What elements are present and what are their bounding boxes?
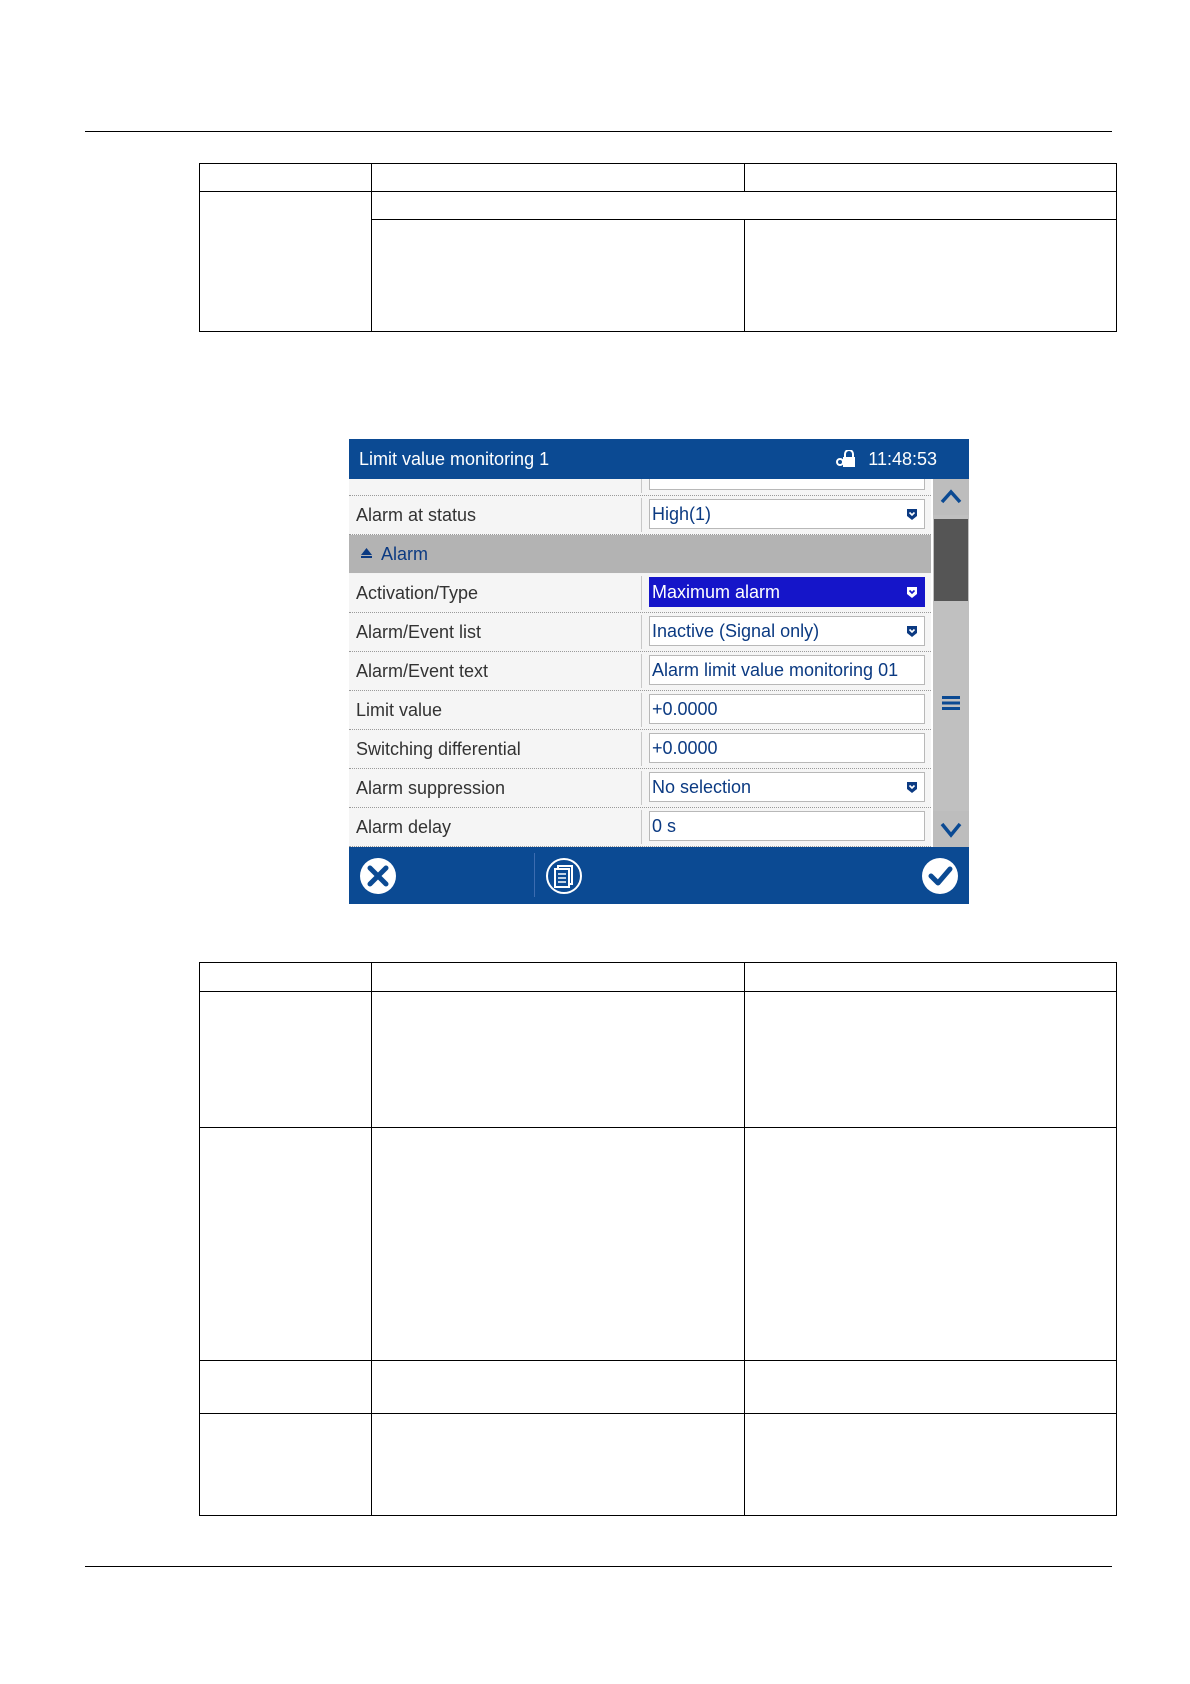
row-label: Activation/Type: [356, 583, 479, 603]
table-cell: [745, 1361, 1117, 1414]
value-text: No selection: [652, 777, 752, 797]
toolbar-divider: [534, 853, 535, 897]
title-bar: [349, 439, 969, 479]
section-header-alarm[interactable]: [349, 535, 931, 573]
row-label: Alarm delay: [356, 817, 452, 837]
table-cell: [372, 1361, 745, 1414]
row-label: Switching differential: [356, 739, 521, 759]
row-alarm-at-status[interactable]: [349, 496, 931, 535]
device-screen: [349, 439, 969, 904]
row-switching-differential[interactable]: [349, 730, 931, 769]
limit-value-input[interactable]: +0.0000: [649, 694, 925, 724]
alarm-at-status-select[interactable]: [649, 499, 925, 529]
separator: [641, 810, 642, 844]
row-alarm-event-list[interactable]: [349, 613, 931, 652]
table-cell: [200, 1128, 372, 1361]
table-cell: [200, 192, 372, 332]
table-cell: [745, 220, 1117, 332]
activation-type-select[interactable]: [649, 577, 925, 607]
separator: [641, 732, 642, 766]
row-alarm-suppression[interactable]: [349, 769, 931, 808]
dropdown-icon: [906, 625, 918, 638]
clock: 11:48:53: [868, 449, 937, 469]
collapse-icon: [360, 547, 373, 559]
separator: [641, 576, 642, 610]
table-cell: [745, 992, 1117, 1128]
bottom-toolbar: [349, 847, 969, 904]
table-cell: [200, 992, 372, 1128]
footer-rule: [85, 1566, 1112, 1567]
separator: [641, 615, 642, 649]
table-cell: [372, 1128, 745, 1361]
dropdown-icon: [906, 508, 918, 521]
row-alarm-event-text[interactable]: [349, 652, 931, 691]
table-cell: [372, 963, 745, 992]
table-cell: [745, 963, 1117, 992]
parameter-list: [349, 479, 931, 847]
row-limit-value[interactable]: [349, 691, 931, 730]
table-cell: [745, 1414, 1117, 1516]
document-button[interactable]: [545, 857, 583, 895]
separator: [641, 498, 642, 532]
scrollbar[interactable]: [933, 479, 969, 847]
table-cell: [372, 1414, 745, 1516]
table-cell: [200, 1414, 372, 1516]
row-label: Alarm/Event text: [356, 661, 489, 681]
table-cell: [200, 164, 372, 192]
section-label: Alarm: [381, 544, 429, 564]
table-cell: [200, 963, 372, 992]
cancel-button[interactable]: [359, 857, 397, 895]
alarm-delay-input[interactable]: 0 s: [649, 811, 925, 841]
row-label: Alarm at status: [356, 505, 477, 525]
scroll-thumb[interactable]: [934, 519, 968, 601]
table-cell: [745, 164, 1117, 192]
value-text: Maximum alarm: [652, 582, 781, 602]
dropdown-icon: [906, 781, 918, 794]
table-cell: [372, 992, 745, 1128]
row-label: Limit value: [356, 700, 443, 720]
row-label: Alarm/Event list: [356, 622, 482, 642]
table-cell: [372, 220, 745, 332]
alarm-event-text-input[interactable]: Alarm limit value monitoring 01: [649, 655, 925, 685]
dropdown-icon: [906, 586, 918, 599]
separator: [641, 771, 642, 805]
screen-title: Limit value monitoring 1: [359, 449, 550, 469]
value-text: High(1): [652, 504, 712, 524]
parameter-table-bottom: [199, 962, 1117, 1516]
table-cell: [372, 164, 745, 192]
switching-differential-input[interactable]: +0.0000: [649, 733, 925, 763]
row-label: Alarm suppression: [356, 778, 506, 798]
lock-icon: [836, 450, 856, 473]
value-field[interactable]: [649, 479, 925, 490]
confirm-button[interactable]: [921, 857, 959, 895]
separator: [641, 693, 642, 727]
alarm-suppression-select[interactable]: [649, 772, 925, 802]
separator: [641, 654, 642, 688]
alarm-event-list-select[interactable]: [649, 616, 925, 646]
row-alarm-delay[interactable]: [349, 808, 931, 847]
scroll-up-button[interactable]: [933, 479, 969, 515]
chevron-up-icon: [933, 479, 969, 515]
parameter-table-top: [199, 163, 1117, 332]
table-cell: [745, 1128, 1117, 1361]
scroll-down-button[interactable]: [933, 811, 969, 847]
row-activation-type[interactable]: [349, 574, 931, 613]
value-text: Inactive (Signal only): [652, 621, 820, 641]
menu-icon[interactable]: [942, 695, 960, 711]
list-item: [349, 479, 931, 496]
header-rule: [85, 131, 1112, 132]
chevron-down-icon: [933, 811, 969, 847]
separator: [641, 479, 642, 493]
table-cell: [200, 1361, 372, 1414]
table-cell: [372, 192, 1117, 220]
